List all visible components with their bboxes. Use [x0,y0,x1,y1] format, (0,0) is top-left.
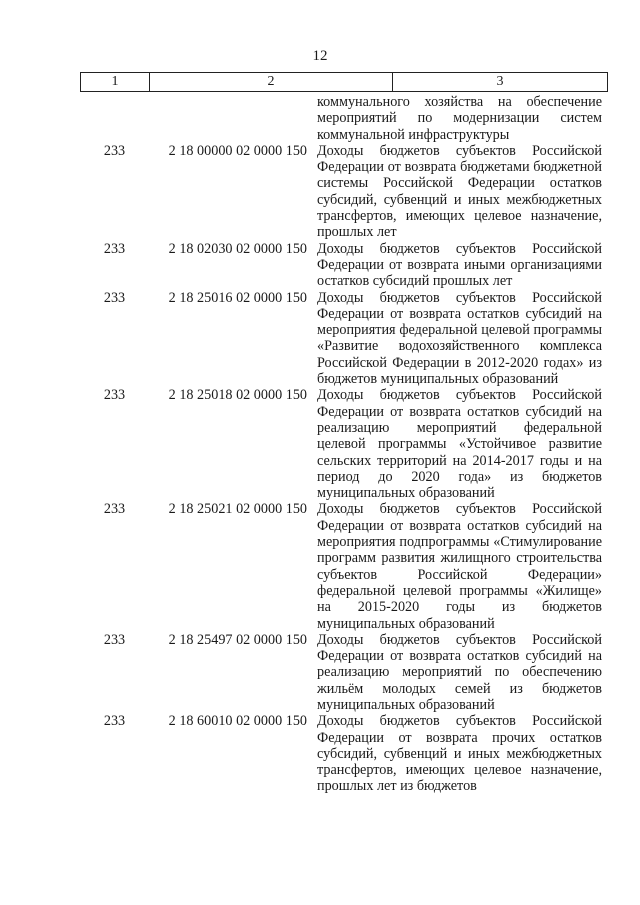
admin-code: 233 [103,240,126,257]
admin-code: 233 [103,289,126,306]
table-row [80,387,608,501]
revenue-code: 2 18 00000 02 0000 150 [168,142,307,159]
table-row [80,143,608,241]
table-row [80,241,608,290]
revenue-description: Доходы бюджетов субъектов Российской Федерации от возврата прочих остатков субсидий, субвенций и иных межбюджетных трансфертов, имеющих целевое назначение, прошлых лет из бюджетов [317,713,602,795]
admin-code: 233 [103,713,126,730]
revenue-description: Доходы бюджетов субъектов Российской Федерации от возврата остатков субсидий на мероприятия федеральной целевой программы «Развитие водохозяйственного комплекса Российской Федерации в 2012-2020 годах» из бюджетов муниципальных образований [317,289,602,388]
revenue-description: Доходы бюджетов субъектов Российской Федерации от возврата бюджетами бюджетной системы Российской Федерации остатков субсидий, субвенций и иных межбюджетных трансфертов, имеющих целевое назначение, прошлых лет [317,142,602,241]
continuation-text: коммунального хозяйства на обеспечение мероприятий по модернизации систем коммунальной инфраструктуры [317,94,602,143]
revenue-description: Доходы бюджетов субъектов Российской Федерации от возврата остатков субсидий на мероприятия подпрограммы «Стимулирование программ развития жилищного строительства субъектов Российской Федерации» федеральной целевой программы «Жилище» на 2015-2020 годы из бюджетов муниципальных образований [317,501,602,632]
revenue-code: 2 18 25016 02 0000 150 [168,289,307,306]
admin-code: 233 [103,501,126,518]
revenue-code: 2 18 02030 02 0000 150 [168,240,307,257]
table-row [80,290,608,388]
revenue-code: 2 18 25018 02 0000 150 [168,387,307,404]
revenue-description: Доходы бюджетов субъектов Российской Федерации от возврата иными организациями остатков субсидий прошлых лет [317,240,602,290]
revenue-description: Доходы бюджетов субъектов Российской Федерации от возврата остатков субсидий на реализацию мероприятий федеральной целевой программы «Устойчивое развитие сельских территорий на 2014-2017 годы и на период до 2020 года» из бюджетов муниципальных образований [317,387,602,502]
revenue-description: Доходы бюджетов субъектов Российской Федерации от возврата остатков субсидий на реализацию мероприятий по обеспечению жильём молодых семей из бюджетов муниципальных образований [317,631,602,713]
header-col-1: 1 [81,73,150,91]
table-header [80,72,608,92]
admin-code: 233 [103,631,126,648]
header-col-2: 2 [150,73,393,91]
table-row [80,501,608,631]
table-row [80,713,608,794]
admin-code: 233 [103,142,126,159]
revenue-code: 2 18 25021 02 0000 150 [168,501,307,518]
admin-code: 233 [103,387,126,404]
table-body [80,94,608,795]
header-col-3: 3 [496,74,504,89]
table-row [80,632,608,713]
revenue-code: 2 18 25497 02 0000 150 [168,631,307,648]
revenue-code: 2 18 60010 02 0000 150 [168,713,307,730]
page-number: 12 [312,48,328,64]
